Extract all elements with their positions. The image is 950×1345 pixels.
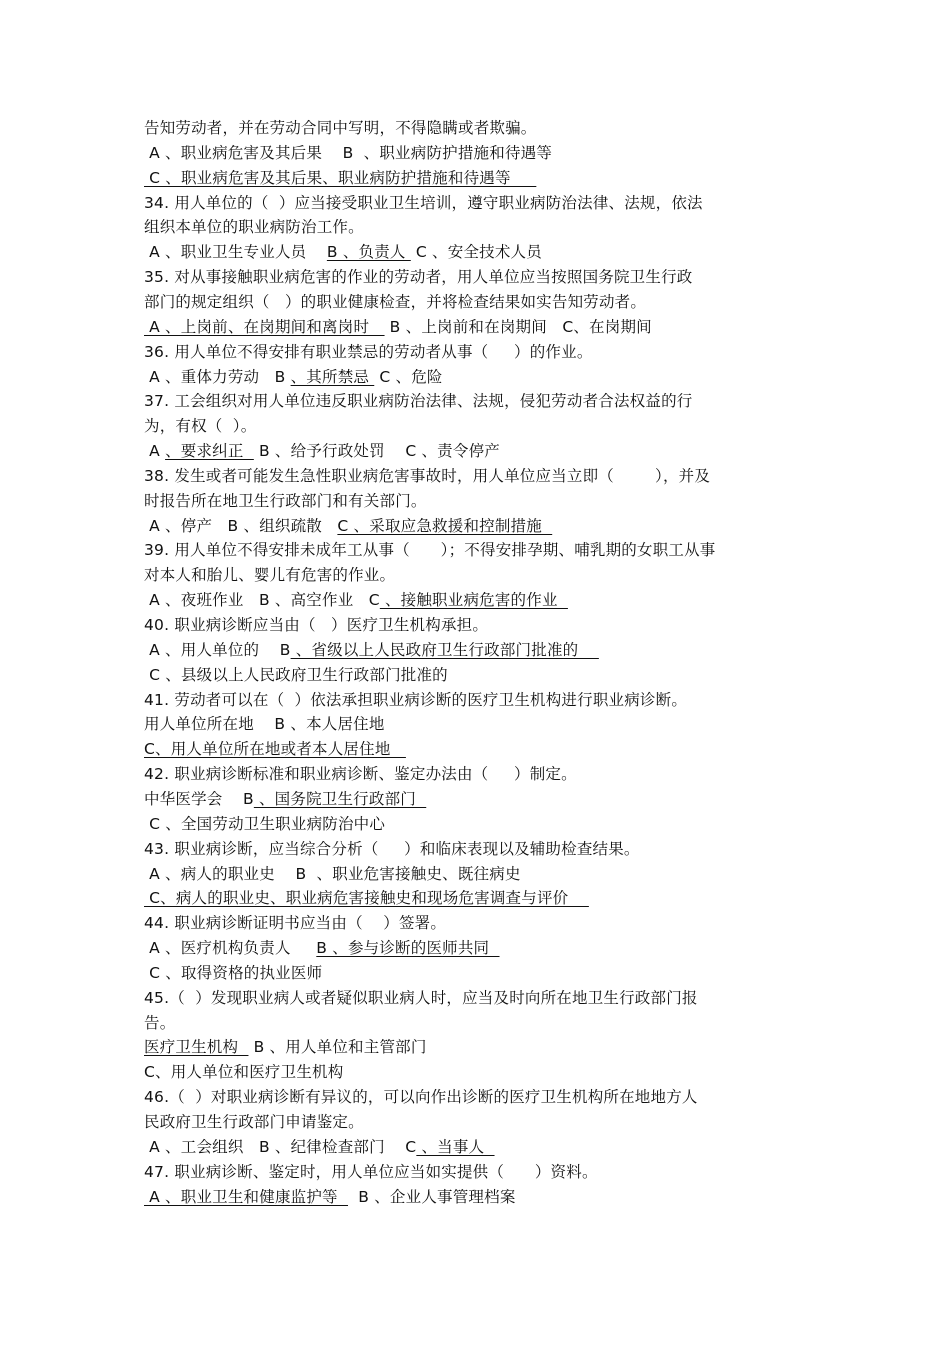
- line-text: 34. 用人单位的（ ）应当接受职业卫生培训，遵守职业病防治法律、法规，依法: [144, 193, 703, 212]
- line-text: 民政府卫生行政部门申请鉴定。: [144, 1113, 364, 1131]
- line-text: A 、夜班作业 B 、高空作业 C: [144, 591, 380, 610]
- text-line: [144, 762, 577, 786]
- text-line: [144, 1060, 343, 1084]
- answer-text: A 、上岗前、在岗期间和离岗时: [144, 317, 385, 336]
- line-text: 时报告所在地卫生行政部门和有关部门。: [144, 491, 427, 510]
- line-text: A 、病人的职业史 B 、职业危害接触史、既往病史: [144, 864, 521, 883]
- text-line: [144, 886, 589, 910]
- text-line: [144, 389, 692, 413]
- line-text: 为，有权（ ）。: [144, 417, 257, 436]
- line-text: 中华医学会 B: [144, 789, 254, 808]
- line-text: A: [144, 442, 166, 461]
- line-text: 35. 对从事接触职业病危害的作业的劳动者，用人单位应当按照国务院卫生行政: [144, 268, 693, 287]
- line-text: 告知劳动者，并在劳动合同中写明，不得隐瞒或者欺骗。: [144, 119, 537, 137]
- text-line: [144, 563, 395, 587]
- text-line: [144, 1011, 175, 1035]
- text-line: [144, 240, 542, 264]
- line-text: 用人单位所在地 B 、本人居住地: [144, 715, 385, 734]
- text-line: [144, 1160, 598, 1184]
- text-line: [144, 141, 552, 165]
- text-line: [144, 688, 687, 712]
- line-text: 37. 工会组织对用人单位违反职业病防治法律、法规，侵犯劳动者合法权益的行: [144, 392, 693, 411]
- line-text: 36. 用人单位不得安排有职业禁忌的劳动者从事（ ）的作业。: [144, 342, 593, 361]
- text-line: [144, 663, 448, 687]
- text-line: [144, 1185, 516, 1209]
- text-line: [144, 737, 406, 761]
- answer-text: B 、参与诊断的医师共同: [316, 939, 500, 958]
- line-text: A 、停产 B 、组织疏散: [144, 516, 338, 535]
- text-line: [144, 265, 692, 289]
- text-line: [144, 712, 385, 736]
- line-text: B 、上岗前和在岗期间 C、在岗期间: [384, 317, 652, 336]
- line-text: C 、县级以上人民政府卫生行政部门批准的: [144, 665, 448, 684]
- text-line: [144, 787, 426, 811]
- line-text: 部门的规定组织（ ）的职业健康检查，并将检查结果如实告知劳动者。: [144, 292, 647, 311]
- line-text: B 、给予行政处罚 C 、责令停产: [253, 442, 500, 461]
- answer-text: B 、负责人: [326, 243, 411, 262]
- text-line: [144, 862, 521, 886]
- text-line: [144, 290, 646, 314]
- text-line: [144, 116, 537, 140]
- line-text: A 、工会组织 B 、纪律检查部门 C: [144, 1137, 417, 1156]
- line-text: 41. 劳动者可以在（ ）依法承担职业病诊断的医疗卫生机构进行职业病诊断。: [144, 690, 688, 709]
- line-text: 46.（ ）对职业病诊断有异议的，可以向作出诊断的医疗卫生机构所在地地方人: [144, 1088, 698, 1107]
- answer-text: 、当事人: [416, 1137, 495, 1156]
- text-line: [144, 638, 599, 662]
- text-line: [144, 1135, 495, 1159]
- line-text: C、用人单位和医疗卫生机构: [144, 1063, 344, 1082]
- text-line: [144, 489, 427, 513]
- line-text: 告。: [144, 1013, 176, 1032]
- text-line: [144, 538, 716, 562]
- line-text: 组织本单位的职业病防治工作。: [144, 218, 364, 237]
- text-line: [144, 315, 652, 339]
- text-line: [144, 986, 698, 1010]
- line-text: A 、医疗机构负责人: [144, 939, 317, 958]
- answer-text: 、其所禁忌: [290, 367, 375, 386]
- text-line: [144, 439, 500, 463]
- text-line: [144, 464, 710, 488]
- line-text: C 、安全技术人员: [410, 243, 542, 262]
- answer-text: C 、采取应急救援和控制措施: [337, 516, 553, 535]
- line-text: B 、企业人事管理档案: [348, 1187, 516, 1206]
- text-line: [144, 588, 568, 612]
- text-line: [144, 191, 703, 215]
- line-text: C 、取得资格的执业医师: [144, 963, 323, 982]
- text-line: [144, 812, 385, 836]
- answer-text: 、接触职业病危害的作业: [379, 591, 568, 610]
- line-text: 对本人和胎儿、婴儿有危害的作业。: [144, 566, 396, 585]
- text-line: [144, 340, 593, 364]
- text-line: [144, 613, 488, 637]
- line-text: 43. 职业病诊断，应当综合分析（ ）和临床表现以及辅助检查结果。: [144, 839, 640, 858]
- answer-text: A 、职业卫生和健康监护等: [144, 1187, 349, 1206]
- line-text: 42. 职业病诊断标准和职业病诊断、鉴定办法由（ ）制定。: [144, 765, 577, 784]
- text-line: [144, 936, 500, 960]
- text-line: [144, 514, 552, 538]
- line-text: 45.（ ）发现职业病人或者疑似职业病人时，应当及时向所在地卫生行政部门报: [144, 988, 698, 1007]
- text-line: [144, 911, 446, 935]
- line-text: 39. 用人单位不得安排未成年工从事（ ）；不得安排孕期、哺乳期的女职工从事: [144, 541, 716, 560]
- text-line: [144, 1085, 698, 1109]
- line-text: B 、用人单位和主管部门: [248, 1038, 427, 1057]
- answer-text: C、病人的职业史、职业病危害接触史和现场危害调查与评价: [144, 889, 589, 908]
- line-text: A 、职业卫生专业人员: [144, 243, 327, 262]
- answer-text: C、用人单位所在地或者本人居住地: [144, 740, 406, 759]
- answer-text: 、要求纠正: [165, 442, 254, 461]
- line-text: 47. 职业病诊断、鉴定时，用人单位应当如实提供（ ）资料。: [144, 1162, 598, 1181]
- text-line: [144, 365, 443, 389]
- line-text: A 、职业病危害及其后果 B 、职业病防护措施和待遇等: [144, 143, 553, 162]
- text-line: [144, 215, 364, 239]
- text-line: [144, 1110, 364, 1134]
- text-line: [144, 837, 640, 861]
- answer-text: 、省级以上人民政府卫生行政部门批准的: [290, 640, 599, 659]
- answer-text: 医疗卫生机构: [144, 1038, 249, 1057]
- line-text: C 、全国劳动卫生职业病防治中心: [144, 814, 386, 833]
- text-line: [144, 414, 256, 438]
- text-line: [144, 961, 322, 985]
- text-line: [144, 166, 536, 190]
- text-line: [144, 1035, 427, 1059]
- line-text: 44. 职业病诊断证明书应当由（ ）签署。: [144, 914, 447, 933]
- answer-text: 、国务院卫生行政部门: [253, 789, 427, 808]
- line-text: 40. 职业病诊断应当由（ ）医疗卫生机构承担。: [144, 616, 489, 634]
- line-text: A 、用人单位的 B: [144, 640, 291, 659]
- line-text: 38. 发生或者可能发生急性职业病危害事故时，用人单位应当立即（ ），并及: [144, 466, 711, 485]
- answer-text: C 、职业病危害及其后果、职业病防护措施和待遇等: [144, 168, 537, 187]
- line-text: C 、危险: [374, 367, 443, 386]
- line-text: A 、重体力劳动 B: [144, 367, 291, 386]
